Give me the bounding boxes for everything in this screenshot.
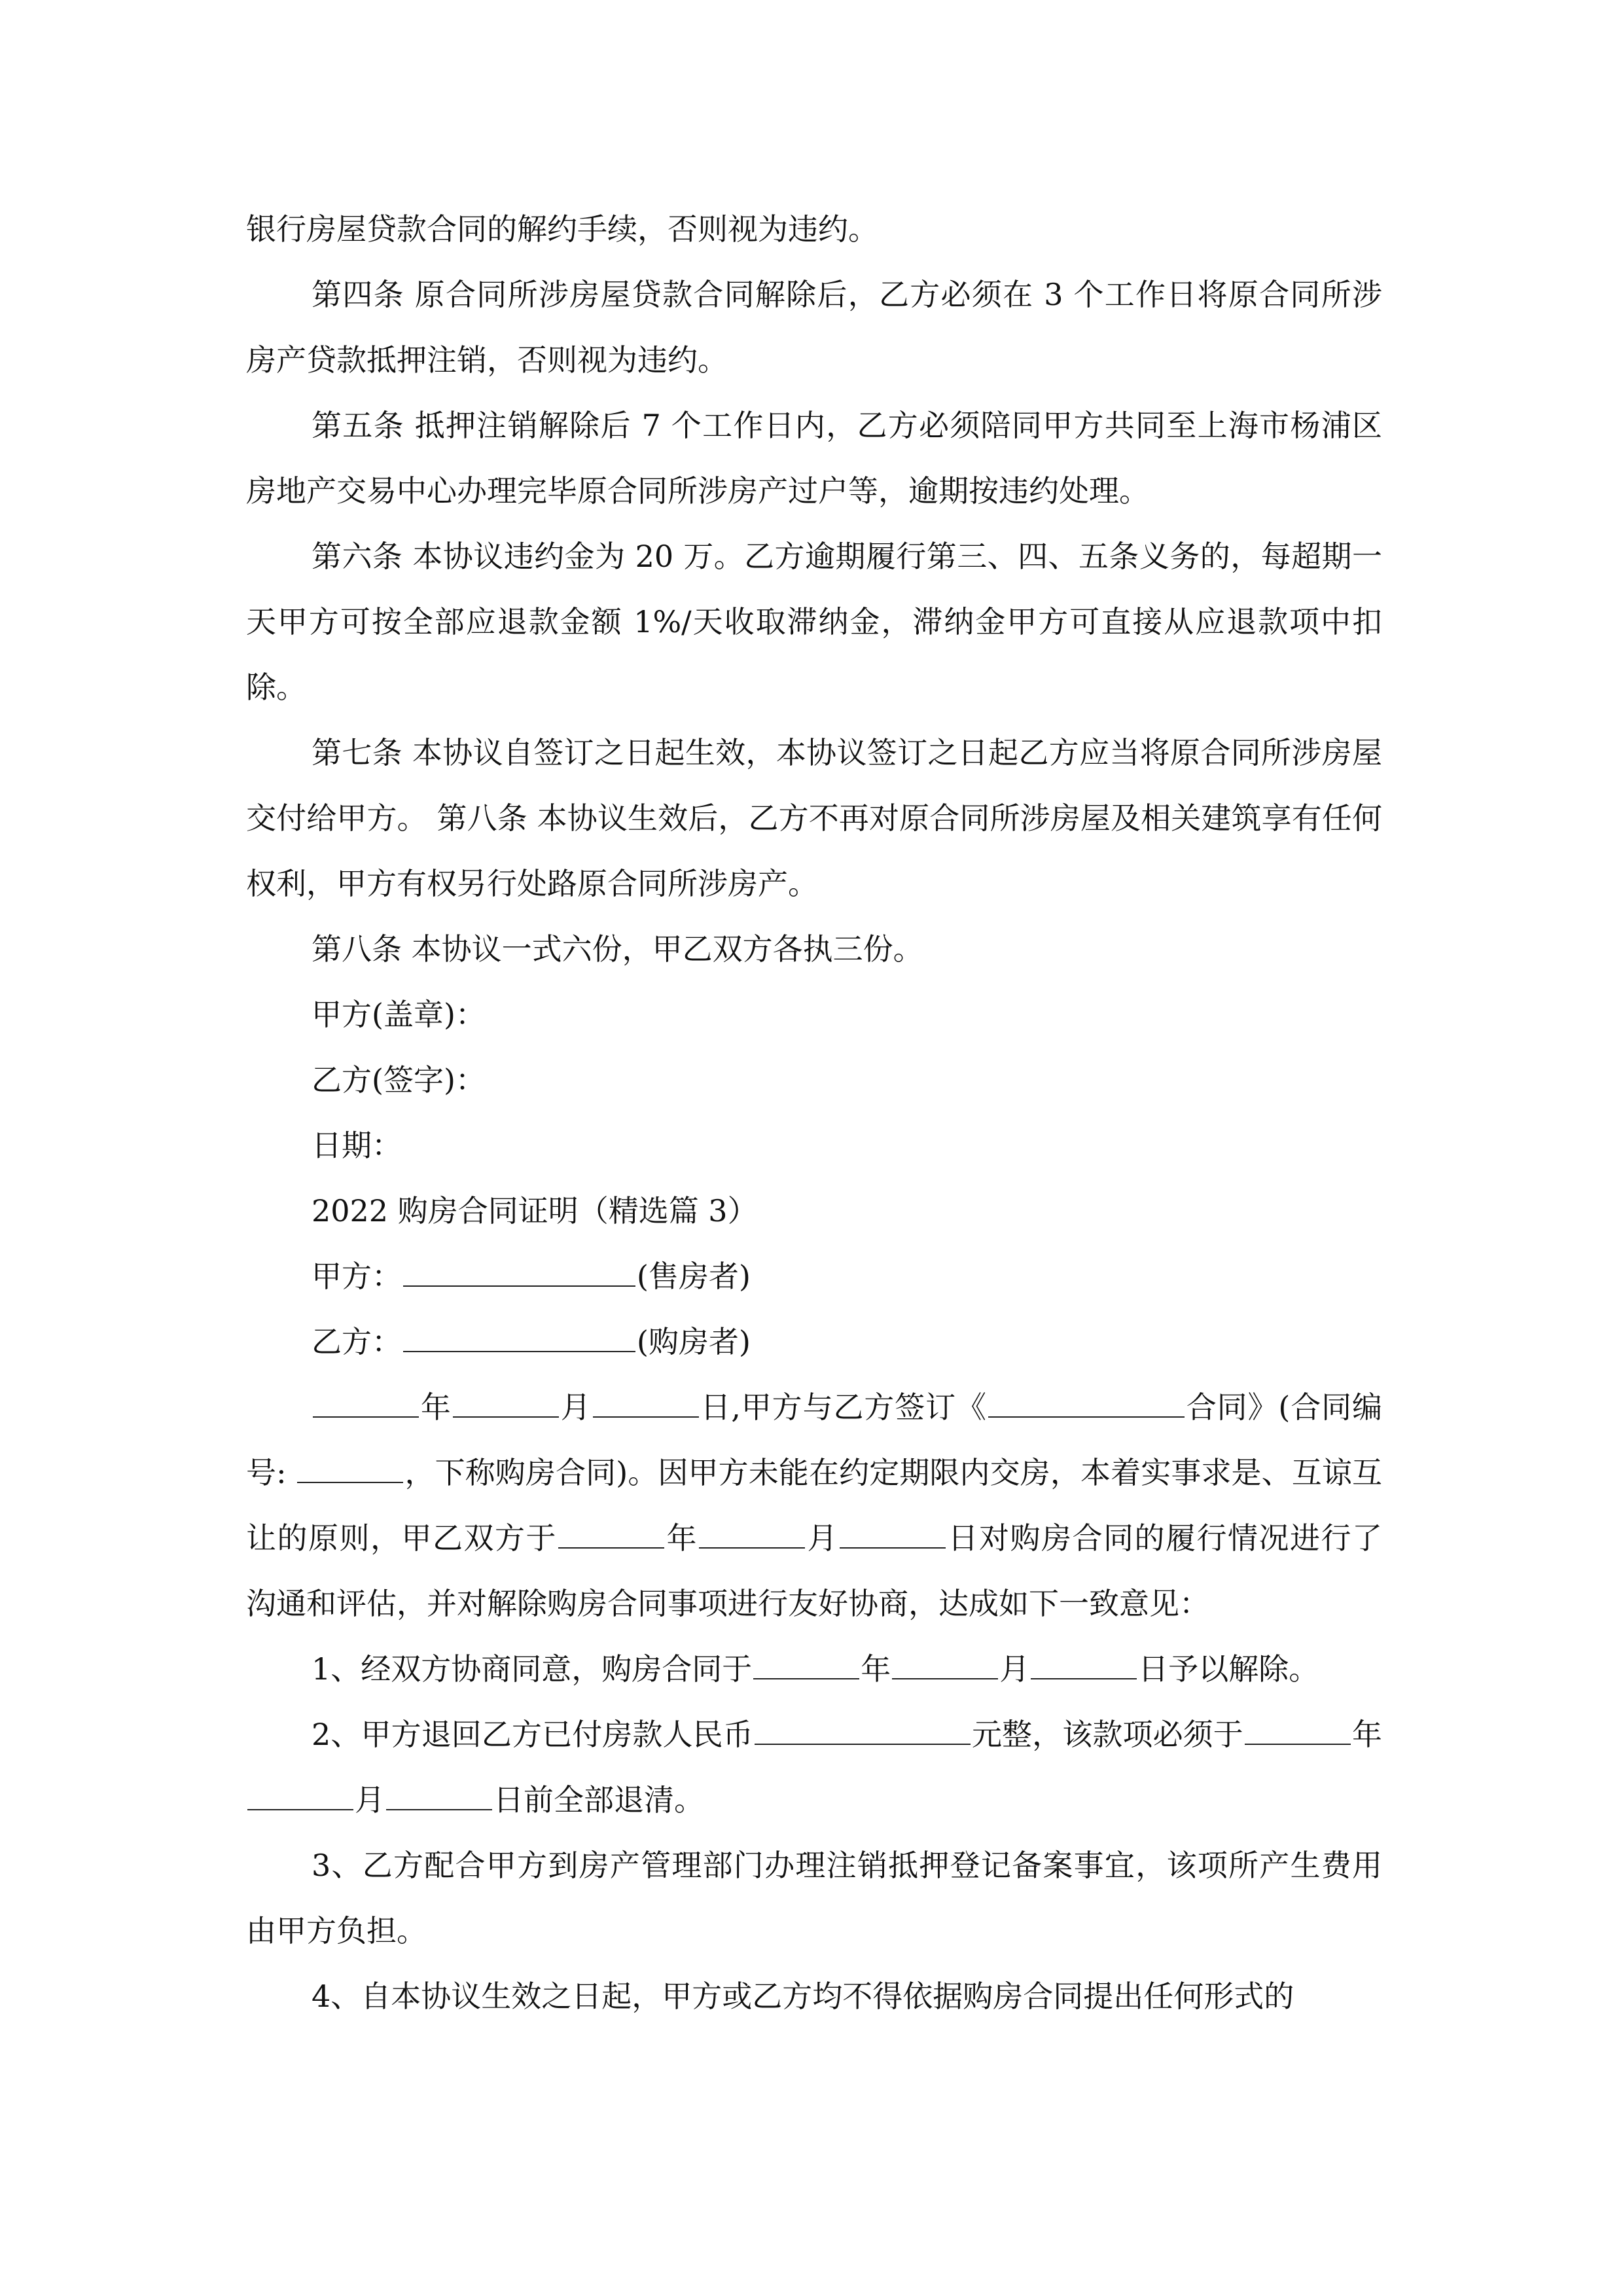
preamble-year: 年 [420, 1390, 452, 1425]
paragraph-clause-8: 第八条 本协议一式六份，甲乙双方各执三份。 [312, 931, 923, 967]
item-2-end: 日前全部退清。 [493, 1782, 704, 1818]
party-b-role: (购房者) [637, 1324, 751, 1359]
signature-party-a: 甲方(盖章)： [312, 997, 486, 1032]
paragraph-clause-7: 第七条 本协议自签订之日起生效，本协议签订之日起乙方应当将原合同所涉房屋交付给甲方。 第八条 本协议生效后，乙方不再对原合同所涉房屋及相关建筑享有任何权利，甲方有权另行处路原合同所涉房产。 [246, 735, 1382, 901]
item-1-start: 1、经双方协商同意，购房合同于 [312, 1651, 753, 1687]
item-2 [246, 1702, 1382, 1833]
preamble-contract: 合同》(合同编号: [246, 1390, 1383, 1490]
blank-contract-number [297, 1456, 403, 1483]
item-1-blank-month [892, 1652, 998, 1679]
blank-month-2 [699, 1521, 805, 1549]
item-1-blank-year [753, 1652, 859, 1679]
preamble-year-2: 年 [666, 1520, 698, 1556]
item-1-end: 日予以解除。 [1138, 1651, 1319, 1687]
preamble-paragraph [246, 1374, 1382, 1636]
blank-month [453, 1390, 559, 1418]
item-3: 3、乙方配合甲方到房产管理部门办理注销抵押登记备案事宜，该项所产生费用由甲方负担。 [246, 1848, 1382, 1948]
preamble-month: 月 [560, 1390, 592, 1425]
section-title: 2022 购房合同证明（精选篇 3） [312, 1193, 758, 1229]
party-b-blank [403, 1325, 635, 1352]
item-2-mid: 元整，该款项必须于 [971, 1717, 1243, 1752]
blank-contract-name [988, 1390, 1185, 1418]
paragraph-clause-4: 第四条 原合同所涉房屋贷款合同解除后，乙方必须在 3 个工作日将原合同所涉房产贷款抵押注销，否则视为违约。 [246, 277, 1382, 378]
item-1 [246, 1636, 1382, 1702]
party-a-role: (售房者) [637, 1259, 751, 1294]
item-2-blank-year [1245, 1717, 1351, 1745]
blank-year-2 [558, 1521, 664, 1549]
item-2-year: 年 [1351, 1717, 1382, 1752]
party-a-line [246, 1244, 1382, 1309]
item-1-month: 月 [999, 1651, 1030, 1687]
preamble-month-2: 月 [806, 1520, 838, 1556]
paragraph-clause-3-end: 银行房屋贷款合同的解约手续，否则视为违约。 [246, 211, 878, 247]
item-2-month: 月 [355, 1782, 385, 1818]
signature-party-b: 乙方(签字)： [312, 1062, 486, 1098]
document-body [246, 196, 1382, 2029]
item-1-year: 年 [861, 1651, 891, 1687]
preamble-sign: 日,甲方与乙方签订《 [700, 1390, 987, 1425]
item-2-blank-day [386, 1783, 492, 1810]
party-a-label: 甲方： [312, 1259, 402, 1294]
blank-day-2 [840, 1521, 946, 1549]
preamble-body: ，下称购房合同)。因甲方未能在约定期限内交房，本着实事求是、互谅互让的原则，甲乙双方于 [246, 1455, 1383, 1556]
item-4: 4、自本协议生效之日起，甲方或乙方均不得依据购房合同提出任何形式的 [312, 1979, 1294, 2014]
signature-date: 日期： [312, 1128, 402, 1163]
blank-day [593, 1390, 699, 1418]
party-a-blank [403, 1259, 635, 1287]
party-b-label: 乙方： [312, 1324, 402, 1359]
party-b-line [246, 1309, 1382, 1374]
item-2-blank-month [247, 1783, 353, 1810]
paragraph-clause-5: 第五条 抵押注销解除后 7 个工作日内，乙方必须陪同甲方共同至上海市杨浦区房地产交易中心办理完毕原合同所涉房产过户等，逾期按违约处理。 [246, 408, 1382, 509]
item-2-blank-amount [755, 1717, 971, 1745]
item-2-start: 2、甲方退回乙方已付房款人民币 [312, 1717, 753, 1752]
preamble-rest: 日对购房合同的履行情况进行了沟通和评估，并对解除购房合同事项进行友好协商，达成如下一致意见： [246, 1520, 1382, 1621]
item-1-blank-day [1031, 1652, 1137, 1679]
blank-year [313, 1390, 419, 1418]
paragraph-clause-6: 第六条 本协议违约金为 20 万。乙方逾期履行第三、四、五条义务的，每超期一天甲方可按全部应退款金额 1%/天收取滞纳金，滞纳金甲方可直接从应退款项中扣除。 [246, 539, 1382, 705]
